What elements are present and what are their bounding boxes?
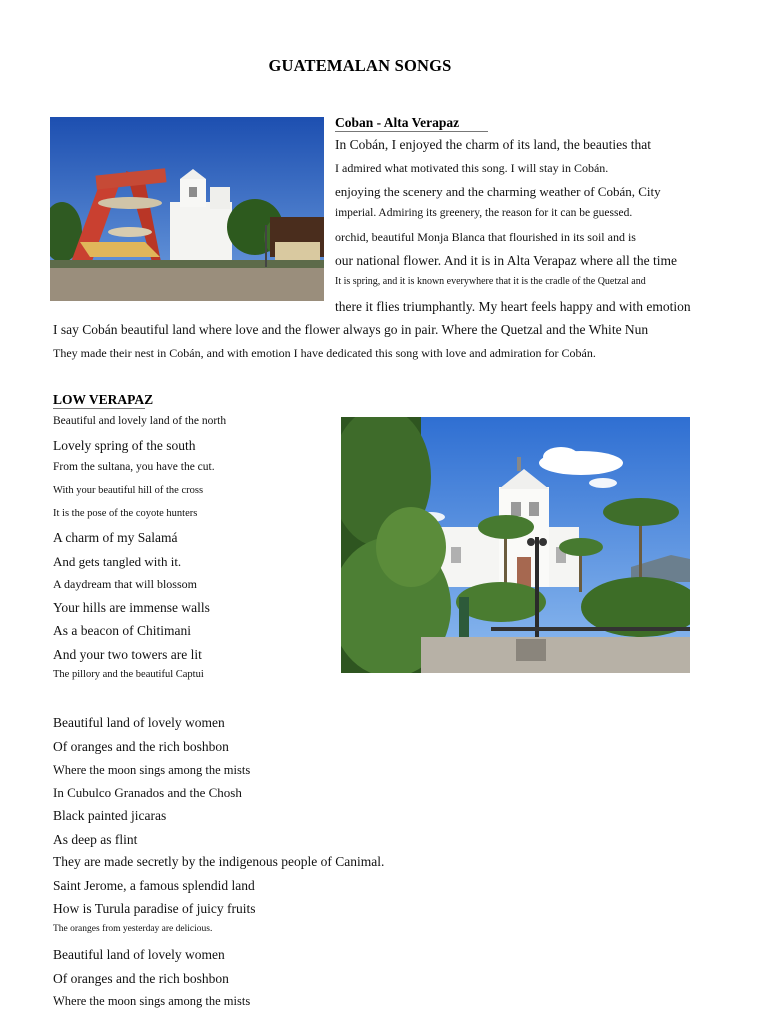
section-heading: LOW VERAPAZ — [53, 392, 154, 407]
lyric-line: They made their nest in Cobán, and with emotion I have dedicated this song with love and admiration for Cobán. — [53, 346, 596, 360]
lyric-line: With your beautiful hill of the cross — [53, 485, 204, 496]
lyric-line: Beautiful and lovely land of the north — [53, 415, 227, 427]
lyric-line: imperial. Admiring its greenery, the reason for it can be guessed. — [335, 207, 633, 219]
heading-underline — [53, 408, 145, 409]
lyric-line: there it flies triumphantly. My heart feels happy and with emotion — [335, 299, 691, 314]
lyric-line: It is spring, and it is known everywhere that it is the cradle of the Quetzal and — [335, 276, 646, 287]
heading-underline — [335, 131, 488, 132]
lyric-line: Of oranges and the rich boshbon — [53, 739, 229, 754]
lyric-line: In Cobán, I enjoyed the charm of its land, the beauties that — [335, 137, 652, 152]
lyric-line: How is Turula paradise of juicy fruits — [53, 901, 256, 916]
lyric-line: It is the pose of the coyote hunters — [53, 508, 198, 519]
lyric-line: As deep as flint — [53, 832, 138, 847]
lyric-line: A charm of my Salamá — [53, 530, 178, 545]
lyric-line: Your hills are immense walls — [53, 600, 210, 615]
lyric-line: our national flower. And it is in Alta Verapaz where all the time — [335, 253, 678, 268]
lyric-line: From the sultana, you have the cut. — [53, 461, 215, 473]
lyric-line: Beautiful land of lovely women — [53, 715, 225, 730]
lyric-line: Where the moon sings among the mists — [53, 763, 251, 777]
lyric-line: enjoying the scenery and the charming weather of Cobán, City — [335, 184, 661, 199]
lyric-line: I say Cobán beautiful land where love and the flower always go in pair. Where the Quetzal and the White Nun — [53, 322, 649, 337]
lyric-line: In Cubulco Granados and the Chosh — [53, 785, 242, 800]
lyric-line: Black painted jicaras — [53, 808, 167, 823]
lyric-line: The pillory and the beautiful Captui — [53, 669, 204, 680]
lyric-line: Saint Jerome, a famous splendid land — [53, 878, 255, 893]
section-heading: Coban - Alta Verapaz — [335, 115, 460, 130]
lyric-line: And your two towers are lit — [53, 647, 202, 662]
coban-photo — [50, 117, 324, 301]
lyric-line: The oranges from yesterday are delicious. — [53, 924, 213, 934]
page-title: GUATEMALAN SONGS — [268, 56, 452, 75]
lyric-line: Of oranges and the rich boshbon — [53, 971, 229, 986]
lyric-line: As a beacon of Chitimani — [53, 623, 191, 638]
lyric-line: A daydream that will blossom — [53, 577, 197, 591]
lyric-line: Where the moon sings among the mists — [53, 994, 251, 1008]
lyric-line: Beautiful land of lovely women — [53, 947, 225, 962]
salama-church-photo — [341, 417, 690, 673]
lyric-line: Lovely spring of the south — [53, 438, 196, 453]
lyric-line: They are made secretly by the indigenous people of Canimal. — [53, 854, 385, 869]
lyric-line: I admired what motivated this song. I will stay in Cobán. — [335, 161, 609, 175]
lyric-line: And gets tangled with it. — [53, 554, 182, 569]
lyric-line: orchid, beautiful Monja Blanca that flourished in its soil and is — [335, 230, 636, 244]
